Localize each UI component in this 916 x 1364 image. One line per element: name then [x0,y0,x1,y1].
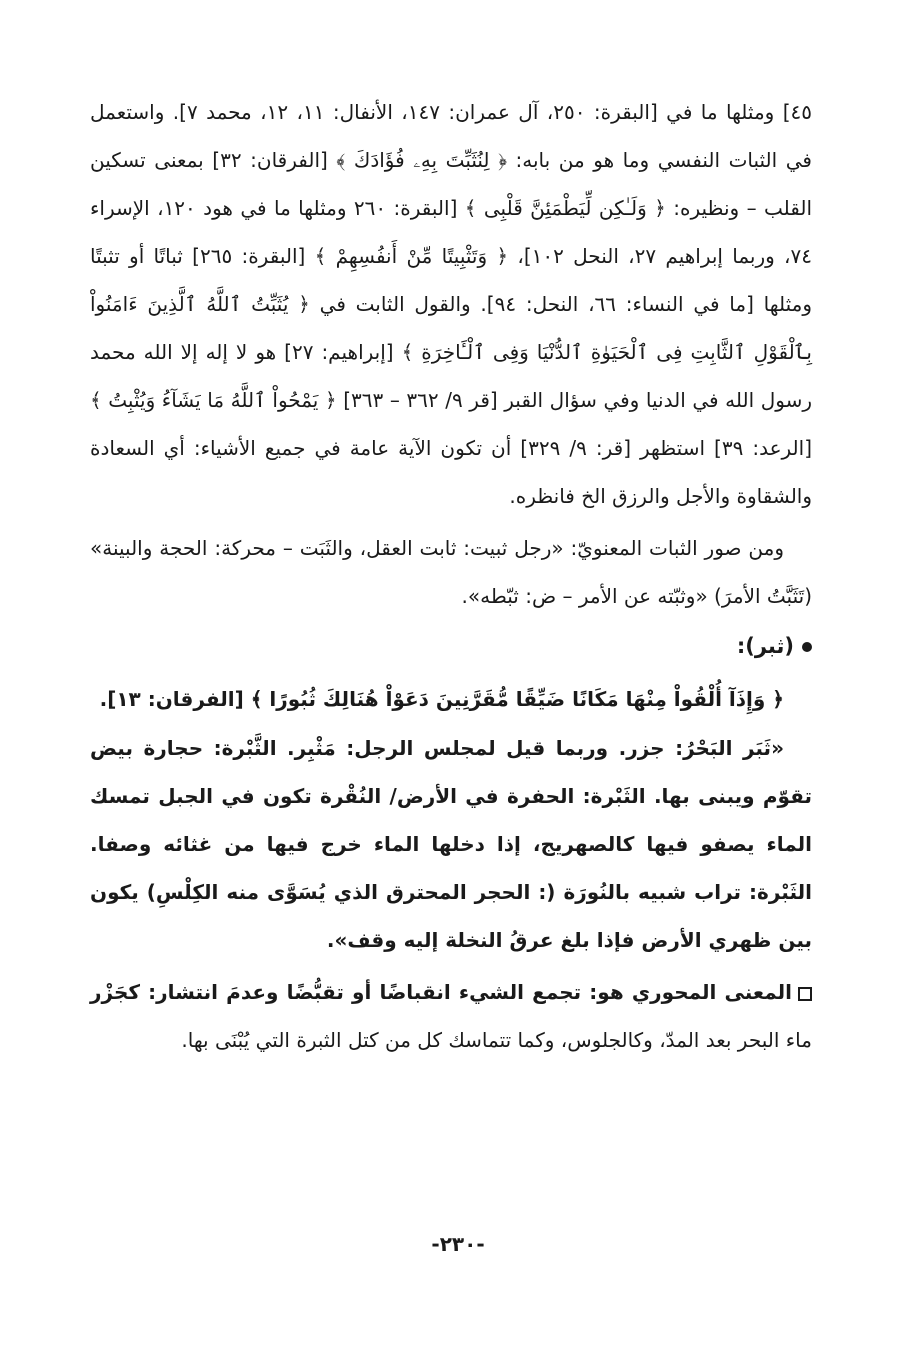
bullet-icon [802,642,812,652]
core-meaning-rest: ماء البحر بعد المدّ، وكالجلوس، وكما تتماسك كل من كتل الثبرة التي يُبْنَى بها. [181,1028,812,1052]
core-meaning-paragraph [90,968,812,1064]
square-box-icon [798,987,812,1001]
paragraph-thabat-moral: ومن صور الثبات المعنويّ: «رجل ثبيت: ثابت العقل، والثَبَت – محركة: الحجة والبينة» (تَثَبَّتُ الأمرَ) «وثبّته عن الأمر – ض: ثبّطه». [90,536,812,608]
entry-heading [90,622,812,670]
paragraph-thabat-usage: ٤٥] ومثلها ما في [البقرة: ٢٥٠، آل عمران: ١٤٧، الأنفال: ١١، ١٢، محمد ٧]. واستعمل في الثبات النفسي وما هو من بابه: ﴿ لِنُثَبِّتَ بِهِۦ فُؤَادَكَ ﴾ [الفرقان: ٣٢] بمعنى تسكين القلب – ونظيره: ﴿ وَلَـٰكِن لِّيَطْمَئِنَّ قَلْبِى ﴾ [البقرة: ٢٦٠ ومثلها ما في هود ١٢٠، الإسراء ٧٤، وربما إبراهيم ٢٧، النحل ١٠٢]، ﴿ وَتَثْبِيتًا مِّنْ أَنفُسِهِمْ ﴾ [البقرة: ٢٦٥] ثباتًا أو تثبتًا ومثلها [ما في النساء: ٦٦، النحل: ٩٤]. والقول الثابت في ﴿ يُثَبِّتُ ٱللَّهُ ٱلَّذِينَ ءَامَنُواْ بِٱلْقَوْلِ ٱلثَّابِتِ فِى ٱلْحَيَوٰةِ ٱلدُّنْيَا وَفِى ٱلْـَٔاخِرَةِ ﴾ [إبراهيم: ٢٧] هو لا إله إلا الله محمد رسول الله في الدنيا وفي سؤال القبر [قر ٩/ ٣٦٢ – ٣٦٣] ﴿ يَمْحُواْ ٱللَّهُ مَا يَشَآءُ وَيُثْبِتُ ﴾ [الرعد: ٣٩] استظهر [قر: ٩/ ٣٢٩] أن تكون الآية عامة في جميع الأشياء: أي السعادة والشقاوة والأجل والرزق الخ فانظره. [90,100,813,508]
entry-heading-label: (ثبر): [736,634,794,658]
quran-verse: ﴿ وَإِذَآ أُلْقُواْ مِنْهَا مَكَانًا ضَيِّقًا مُّقَرَّنِينَ دَعَوْاْ هُنَالِكَ ثُبُورًا ﴾ [الفرقان: ١٣]. [99,687,784,711]
page-number: -٢٣٠- [431,1232,485,1256]
page-body [90,88,812,1064]
lexical-definition: «ثَبَر البَحْرُ: جزر. وربما قيل لمجلس الرجل: مَثْبِر. الثَّبْرة: حجارة بيض تقوّم ويبنى بها. الثَبْرة: الحفرة في الأرض/ النُقْرة تكون في الجبل تمسك الماء يصفو فيها كالصهريج، إذا دخلها الماء خرج فيها من غثائه وصفا. الثَبْرة: تراب شبيه بالنُورَة (: الحجر المحترق الذي يُسَوَّى منه الكِلْسِ) يكون بين ظهري الأرض فإذا بلغ عرقُ النخلة إليه وقف». [90,736,812,952]
core-meaning-title: المعنى المحوري هو: تجمع الشيء انقباضًا أو تقبُّضًا وعدمَ انتشار: كجَزْر [90,980,792,1004]
